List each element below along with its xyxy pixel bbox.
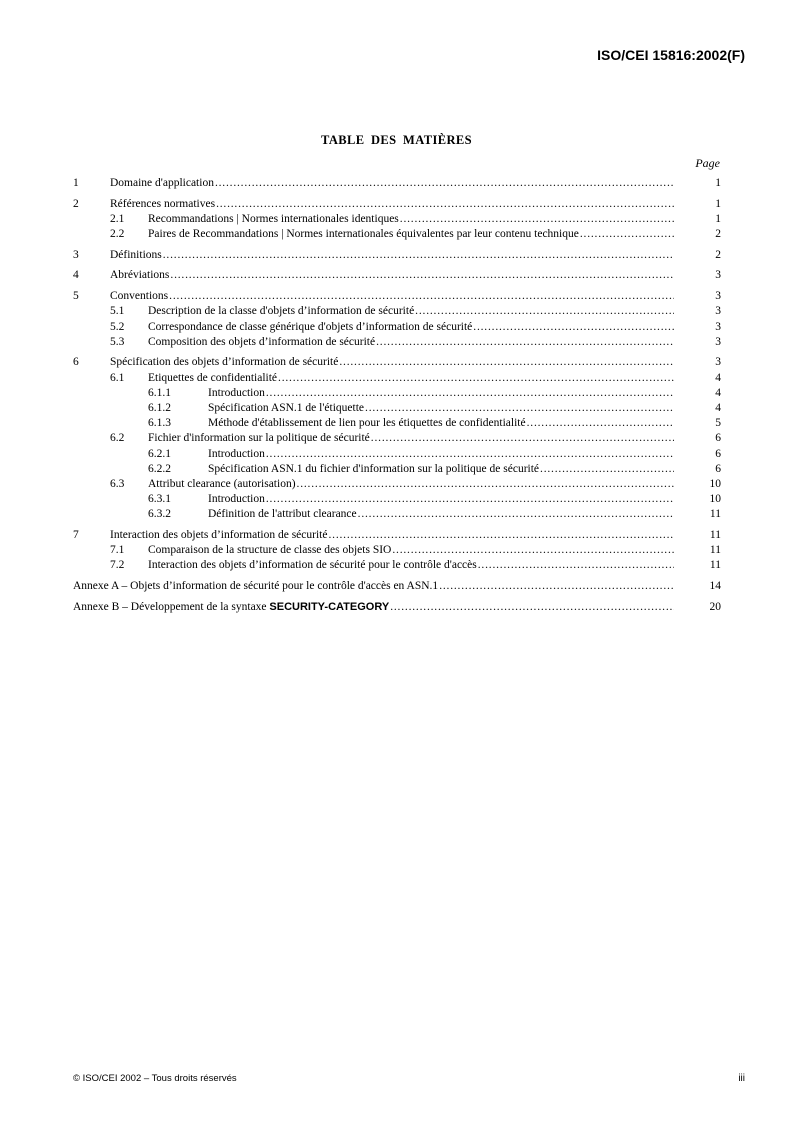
- toc-entry-5-2[interactable]: [73, 320, 721, 335]
- toc-number: 5: [73, 290, 79, 303]
- dot-leader: [580, 227, 674, 242]
- dot-leader: [266, 386, 674, 401]
- dot-leader: [392, 543, 674, 558]
- toc-text: Annexe A – Objets d’information de sécurité pour le contrôle d'accès en ASN.1: [73, 580, 439, 592]
- toc-number: 6.1.1: [148, 386, 171, 399]
- toc-number: 7.1: [110, 544, 125, 557]
- toc-text: Définitions: [110, 248, 162, 261]
- toc-entry-6-1-3[interactable]: [73, 416, 721, 431]
- toc-text: Correspondance de classe générique d'objets d’information de sécurité: [148, 320, 473, 333]
- toc-entry-6-1[interactable]: [73, 371, 721, 386]
- toc-entry-6-3-1[interactable]: [73, 492, 721, 507]
- toc-page: 1: [715, 177, 721, 189]
- dot-leader: [371, 431, 674, 446]
- toc-text: Domaine d'application: [110, 177, 214, 189]
- toc-text: Références normatives: [110, 197, 216, 210]
- dot-leader: [266, 492, 674, 507]
- toc-entry-4[interactable]: [73, 268, 721, 283]
- dot-leader: [169, 289, 674, 304]
- toc-number: 6.1: [110, 371, 125, 384]
- toc-number: 5.2: [110, 320, 125, 333]
- toc-text-prefix: Annexe B – Développement de la syntaxe: [73, 600, 270, 613]
- toc-text: Méthode d'établissement de lien pour les étiquettes de confidentialité: [208, 417, 526, 430]
- toc-number: 5.3: [110, 335, 125, 348]
- toc-entry-annex-b[interactable]: [73, 600, 721, 615]
- toc-text: Attribut clearance (autorisation): [148, 477, 296, 490]
- toc-text: Composition des objets d’information de sécurité: [148, 335, 376, 348]
- toc-title: TABLE DES MATIÈRES: [321, 133, 472, 147]
- toc-number: 5.1: [110, 305, 125, 318]
- toc-text: [73, 600, 389, 615]
- dot-leader: [478, 558, 674, 573]
- toc-entry-2-2[interactable]: [73, 227, 721, 242]
- toc-number: 2: [73, 197, 79, 210]
- toc-number: 1: [73, 177, 79, 189]
- toc-entry-3[interactable]: [73, 248, 721, 263]
- toc-page: 11: [709, 508, 721, 521]
- toc-page: 5: [715, 417, 721, 430]
- toc-page: 11: [709, 544, 721, 557]
- toc-entry-annex-a[interactable]: [73, 579, 721, 594]
- toc-entry-2-1[interactable]: [73, 212, 721, 227]
- dot-leader: [278, 371, 674, 386]
- toc-number: 6.2.2: [148, 462, 171, 475]
- toc-number: 2.2: [110, 228, 125, 241]
- toc-text: Introduction: [208, 447, 265, 460]
- copyright-notice: © ISO/CEI 2002 – Tous droits réservés: [73, 1073, 237, 1084]
- toc-entry-5[interactable]: [73, 289, 721, 304]
- dot-leader: [415, 304, 674, 319]
- toc-number: 4: [73, 269, 79, 282]
- toc-page: 2: [715, 228, 721, 241]
- dot-leader: [266, 447, 674, 462]
- toc-entry-5-3[interactable]: [73, 335, 721, 350]
- dot-leader: [170, 268, 674, 283]
- toc-number: 6.3: [110, 477, 125, 490]
- toc-entry-6-3[interactable]: [73, 477, 721, 492]
- toc-entry-5-1[interactable]: [73, 304, 721, 319]
- page-number: iii: [738, 1073, 745, 1084]
- toc-page: 3: [715, 356, 721, 369]
- toc-page: 3: [715, 269, 721, 282]
- toc-text: Paires de Recommandations | Normes internationales équivalentes par leur contenu technique: [148, 228, 579, 241]
- dot-leader: [376, 335, 674, 350]
- toc-text: Introduction: [208, 493, 265, 506]
- dot-leader: [328, 528, 674, 543]
- dot-leader: [215, 176, 674, 191]
- toc-text: Abréviations: [110, 269, 170, 282]
- toc-page: 4: [715, 386, 721, 399]
- toc-number: 6.3.1: [148, 493, 171, 506]
- toc-text: Définition de l'attribut clearance: [208, 508, 357, 521]
- toc-text: Interaction des objets d’information de sécurité: [110, 528, 328, 541]
- dot-leader: [163, 248, 674, 263]
- dot-leader: [358, 507, 674, 522]
- toc-entry-6-2-1[interactable]: [73, 447, 721, 462]
- toc-page: 3: [715, 305, 721, 318]
- toc-text: Introduction: [208, 386, 265, 399]
- toc-text: Spécification ASN.1 de l'étiquette: [208, 401, 365, 414]
- toc-page: 4: [715, 401, 721, 414]
- toc-number: 6.1.2: [148, 401, 171, 414]
- toc-page: 6: [715, 447, 721, 460]
- toc-entry-1[interactable]: [73, 176, 721, 191]
- toc-page: 6: [715, 432, 721, 445]
- table-of-contents: [73, 176, 721, 615]
- dot-leader: [365, 401, 674, 416]
- toc-page: 11: [709, 528, 721, 541]
- toc-page: 6: [715, 462, 721, 475]
- dot-leader: [216, 197, 674, 212]
- toc-entry-6-2-2[interactable]: [73, 462, 721, 477]
- toc-number: 6.2: [110, 432, 125, 445]
- toc-text: Description de la classe d'objets d’information de sécurité: [148, 305, 415, 318]
- toc-number: 7: [73, 528, 79, 541]
- toc-page: 3: [715, 335, 721, 348]
- toc-page: 14: [709, 580, 721, 592]
- toc-number: 7.2: [110, 559, 125, 572]
- toc-page: 10: [709, 493, 721, 506]
- toc-text: Interaction des objets d’information de sécurité pour le contrôle d'accès: [148, 559, 477, 572]
- toc-text: Recommandations | Normes internationales identiques: [148, 212, 399, 225]
- toc-number: 6.1.3: [148, 417, 171, 430]
- dot-leader: [439, 579, 674, 594]
- toc-entry-7-1[interactable]: [73, 543, 721, 558]
- dot-leader: [339, 355, 674, 370]
- toc-text: Fichier d'information sur la politique de sécurité: [148, 432, 370, 445]
- toc-page: 1: [715, 197, 721, 210]
- toc-entry-7[interactable]: [73, 528, 721, 543]
- toc-page: 20: [709, 600, 721, 613]
- dot-leader: [540, 462, 674, 477]
- dot-leader: [400, 212, 674, 227]
- page-column-label: Page: [695, 156, 720, 170]
- toc-entry-6-1-2[interactable]: [73, 401, 721, 416]
- toc-number: 3: [73, 248, 79, 261]
- toc-page: 3: [715, 320, 721, 333]
- dot-leader: [527, 416, 674, 431]
- dot-leader: [390, 600, 674, 615]
- toc-number: 6: [73, 356, 79, 369]
- toc-page: 4: [715, 371, 721, 384]
- toc-text: Conventions: [110, 290, 169, 303]
- dot-leader: [297, 477, 674, 492]
- toc-entry-6[interactable]: [73, 355, 721, 370]
- toc-number: 6.3.2: [148, 508, 171, 521]
- toc-page: 1: [715, 212, 721, 225]
- toc-number: 6.2.1: [148, 447, 171, 460]
- toc-entry-6-3-2[interactable]: [73, 507, 721, 522]
- toc-entry-6-1-1[interactable]: [73, 386, 721, 401]
- toc-page: 11: [709, 559, 721, 572]
- toc-entry-6-2[interactable]: [73, 431, 721, 446]
- toc-page: 3: [715, 290, 721, 303]
- toc-page: 2: [715, 248, 721, 261]
- toc-text: Etiquettes de confidentialité: [148, 371, 278, 384]
- toc-page: 10: [709, 477, 721, 490]
- dot-leader: [473, 320, 674, 335]
- toc-keyword: SECURITY-CATEGORY: [269, 600, 390, 613]
- toc-text: Spécification ASN.1 du fichier d'information sur la politique de sécurité: [208, 462, 540, 475]
- document-id: ISO/CEI 15816:2002(F): [597, 47, 745, 63]
- toc-text: Comparaison de la structure de classe des objets SIO: [148, 544, 392, 557]
- toc-text: Spécification des objets d’information de sécurité: [110, 356, 339, 369]
- toc-number: 2.1: [110, 212, 125, 225]
- toc-entry-2[interactable]: [73, 197, 721, 212]
- toc-entry-7-2[interactable]: [73, 558, 721, 573]
